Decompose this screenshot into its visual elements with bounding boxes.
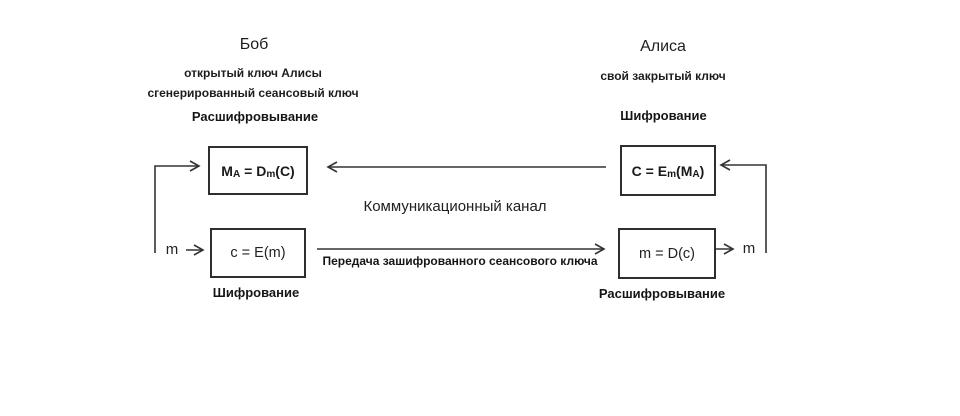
alice-decrypt-formula: m = D(c) (639, 245, 695, 262)
alice-encryption-label: Шифрование (620, 108, 707, 123)
alice-encrypt-formula (632, 163, 705, 179)
formula-subscript: m (266, 168, 276, 180)
bob-encrypt-box (210, 228, 306, 278)
alice-message-output-label: m (742, 240, 756, 257)
alice-title: Алиса (640, 38, 686, 55)
bob-decrypt-formula (221, 163, 294, 179)
formula-part: (C) (275, 162, 295, 179)
session-key-transfer-caption: Передача зашифрованного сеансового ключа (322, 254, 598, 268)
bob-key-note-line1: открытый ключ Алисы (184, 66, 322, 80)
alice-decryption-label: Расшифровывание (598, 286, 726, 301)
formula-part: C = E (631, 162, 668, 179)
bob-encrypt-formula: c = E(m) (230, 245, 286, 261)
formula-part: M (221, 162, 233, 179)
alice-key-note-line1: свой закрытый ключ (600, 69, 726, 83)
bob-decryption-label: Расшифровывание (191, 109, 319, 124)
bob-decrypt-box (208, 146, 308, 195)
arrow-elbow-bob-m-to-decrypt-icon (155, 166, 199, 253)
bob-encryption-label: Шифрование (212, 285, 300, 300)
formula-part: = D (240, 162, 267, 179)
bob-title: Боб (239, 36, 269, 53)
formula-subscript: A (232, 168, 241, 180)
formula-subscript: A (692, 168, 700, 180)
bob-key-note-line2: сгенерированный сеансовый ключ (147, 86, 359, 100)
formula-part: (M (676, 162, 693, 179)
formula-part: ) (699, 162, 705, 179)
alice-encrypt-box (620, 145, 716, 196)
formula-subscript: m (667, 168, 677, 180)
alice-decrypt-box (618, 228, 716, 279)
communication-channel-title: Коммуникационный канал (363, 198, 547, 215)
bob-message-input-label: m (165, 241, 179, 258)
